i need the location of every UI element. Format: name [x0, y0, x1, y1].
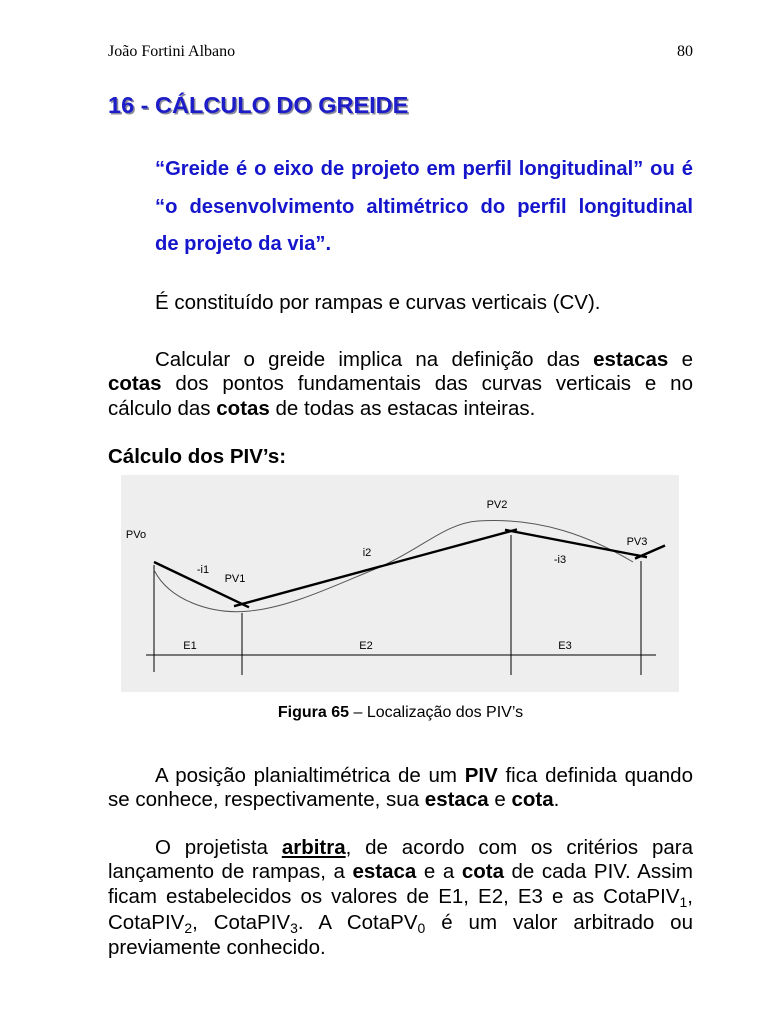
piv-profile-diagram	[121, 475, 679, 692]
paragraph-text: CotaPIV	[108, 910, 185, 934]
section-title: 16 - CÁLCULO DO GREIDE	[108, 92, 409, 118]
paragraph-text: de cada PIV. Assim	[503, 860, 693, 884]
running-header-author: João Fortini Albano	[108, 43, 236, 60]
paragraph-line	[108, 936, 693, 961]
figure-caption	[108, 704, 693, 722]
label-grade-1: -i1	[196, 564, 210, 576]
paragraph-line	[108, 885, 693, 911]
paragraph-text: O projetista	[155, 835, 282, 859]
paragraph-text: .	[553, 788, 560, 812]
figure-number: Figura 65	[277, 704, 350, 721]
paragraph-text: , CotaPIV	[192, 910, 291, 934]
greide-definition-quote	[155, 151, 693, 264]
label-e1: E1	[183, 640, 197, 652]
quote-line: de projeto da via”.	[155, 233, 332, 255]
paragraph-text: é um valor arbitrado ou	[425, 910, 693, 934]
figure-background	[121, 475, 679, 692]
paragraph-text: dos pontos fundamentais das curvas verticais e no	[161, 372, 693, 396]
paragraph-line	[108, 860, 693, 885]
label-grade-2: i2	[362, 547, 372, 559]
paragraph-text: lançamento de rampas, a	[108, 860, 353, 884]
paragraph-text: e	[488, 788, 512, 812]
bold-term: PIV	[464, 763, 498, 787]
paragraph-text: . A CotaPV	[297, 910, 418, 934]
bold-term: cotas	[216, 397, 270, 420]
paragraph-line	[108, 764, 693, 789]
label-pv2: PV2	[486, 499, 508, 511]
bold-term: estaca	[352, 860, 417, 884]
quote-line: “Greide é o eixo de projeto em perfil longitudinal” ou é	[155, 158, 693, 180]
paragraph-text: cálculo das	[108, 397, 217, 420]
bold-term: estacas	[593, 347, 669, 371]
label-e3: E3	[558, 640, 572, 652]
paragraph-text: e	[668, 347, 693, 371]
paragraph-text: É constituído por rampas e curvas verticais (CV).	[155, 290, 601, 314]
paragraph-text: previamente conhecido.	[108, 936, 326, 960]
label-grade-3: -i3	[553, 554, 567, 566]
bold-term: cota	[511, 788, 554, 812]
paragraph-text: fica definida quando	[497, 763, 693, 787]
bold-term: cota	[461, 860, 504, 884]
bold-term: estaca	[424, 788, 489, 812]
figure-caption-text: – Localização dos PIV’s	[353, 704, 524, 721]
paragraph-text: ficam estabelecidos os valores de E1, E2, E3 e as CotaPIV	[108, 885, 680, 908]
paragraph-line	[108, 348, 693, 373]
paragraph-designer-arbitration	[108, 836, 693, 962]
subscript: 2	[184, 920, 193, 937]
page-number: 80	[677, 43, 693, 60]
label-pv0: PVo	[125, 529, 147, 541]
paragraph-text: ,	[687, 885, 693, 908]
paragraph-composition	[108, 291, 693, 316]
label-e2: E2	[359, 640, 373, 652]
subsection-heading: Cálculo dos PIV’s:	[108, 444, 287, 468]
paragraph-line	[108, 372, 693, 397]
paragraph-text: se conhece, respectivamente, sua	[108, 788, 425, 812]
paragraph-line	[108, 397, 693, 422]
bold-term: cotas	[108, 372, 162, 396]
subscript: 0	[417, 920, 426, 937]
paragraph-text: e a	[416, 860, 462, 884]
paragraph-text: Calcular o greide implica na definição das	[155, 347, 594, 371]
paragraph-text: A posição planialtimétrica de um	[155, 763, 465, 787]
paragraph-grade-calculation	[108, 348, 693, 422]
emphasized-term: arbitra	[281, 835, 346, 859]
subscript: 1	[679, 894, 688, 911]
paragraph-line	[108, 836, 693, 861]
paragraph-text: de todas as estacas inteiras.	[269, 397, 536, 420]
label-pv3: PV3	[626, 536, 648, 548]
quote-line: “o desenvolvimento altimétrico do perfil longitudinal	[155, 195, 693, 218]
paragraph-piv-position	[108, 764, 693, 813]
paragraph-line	[108, 911, 693, 937]
subscript: 3	[290, 920, 298, 937]
paragraph-line	[108, 788, 693, 813]
label-pv1: PV1	[224, 573, 246, 585]
paragraph-line	[108, 291, 693, 316]
paragraph-text: , de acordo com os critérios para	[345, 835, 693, 859]
